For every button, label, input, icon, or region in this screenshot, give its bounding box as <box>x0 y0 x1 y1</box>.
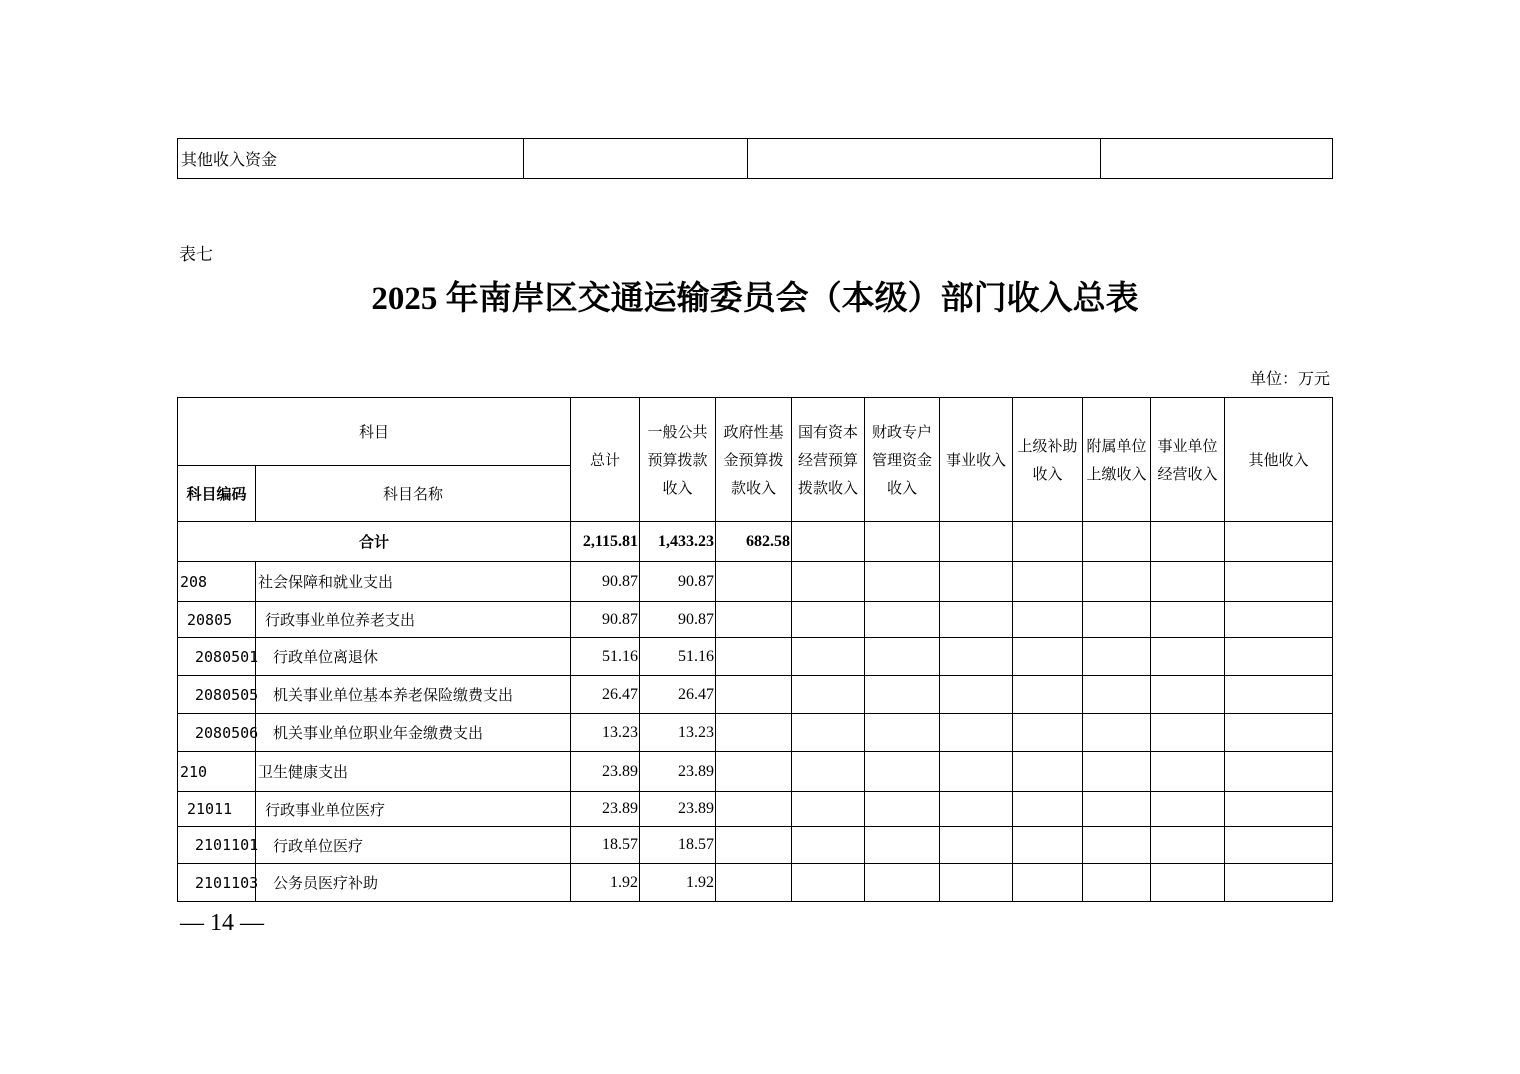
empty-cell <box>1101 139 1333 179</box>
total-value: 18.57 <box>571 827 640 864</box>
subject-name: 行政事业单位养老支出 <box>256 602 571 638</box>
header-total: 总计 <box>571 398 640 522</box>
total-value: 90.87 <box>571 602 640 638</box>
header-row <box>178 398 1333 466</box>
subject-name: 行政单位医疗 <box>256 827 571 864</box>
empty-cell <box>1151 827 1225 864</box>
header-subject-name: 科目名称 <box>256 466 571 522</box>
general-public-budget-value: 23.89 <box>640 792 716 827</box>
subject-name: 机关事业单位职业年金缴费支出 <box>256 714 571 752</box>
empty-cell <box>716 676 792 714</box>
empty-cell <box>1225 602 1333 638</box>
empty-cell <box>524 139 748 179</box>
header-affiliated-unit-remit: 附属单位 上缴收入 <box>1083 398 1151 522</box>
empty-cell <box>716 864 792 902</box>
table-number-label: 表七 <box>179 245 213 265</box>
empty-cell <box>1225 638 1333 676</box>
empty-cell <box>748 139 1101 179</box>
empty-cell <box>940 792 1013 827</box>
subject-code: 208 <box>178 562 256 602</box>
empty-cell <box>1083 522 1151 562</box>
empty-cell <box>716 638 792 676</box>
unit-label: 单位：万元 <box>1249 369 1330 388</box>
general-public-budget-value: 90.87 <box>640 602 716 638</box>
subject-name: 行政事业单位医疗 <box>256 792 571 827</box>
empty-cell <box>1225 522 1333 562</box>
empty-cell <box>940 714 1013 752</box>
header-gov-fund-budget: 政府性基 金预算拨 款收入 <box>716 398 792 522</box>
empty-cell <box>1083 714 1151 752</box>
empty-cell <box>792 522 865 562</box>
header-state-capital-budget: 国有资本 经营预算 拨款收入 <box>792 398 865 522</box>
header-subject: 科目 <box>178 398 571 466</box>
general-public-budget-value: 13.23 <box>640 714 716 752</box>
empty-cell <box>792 752 865 792</box>
empty-cell <box>1083 752 1151 792</box>
page-number: — 14 — <box>180 910 264 936</box>
empty-cell <box>1225 562 1333 602</box>
empty-cell <box>1013 562 1083 602</box>
table-row <box>178 139 1333 179</box>
empty-cell <box>1083 864 1151 902</box>
general-public-budget-value: 23.89 <box>640 752 716 792</box>
empty-cell <box>865 638 940 676</box>
table-row <box>178 864 1333 902</box>
header-fiscal-special-fund: 财政专户 管理资金 收入 <box>865 398 940 522</box>
empty-cell <box>865 522 940 562</box>
empty-cell <box>1013 602 1083 638</box>
empty-cell <box>1083 792 1151 827</box>
empty-cell <box>940 638 1013 676</box>
empty-cell <box>940 602 1013 638</box>
empty-cell <box>792 714 865 752</box>
empty-cell <box>1013 792 1083 827</box>
total-value: 23.89 <box>571 792 640 827</box>
subject-code: 2080501 <box>178 638 256 676</box>
total-value: 90.87 <box>571 562 640 602</box>
empty-cell <box>1083 562 1151 602</box>
subject-name: 社会保障和就业支出 <box>256 562 571 602</box>
empty-cell <box>792 562 865 602</box>
empty-cell <box>1013 714 1083 752</box>
total-value: 2,115.81 <box>571 522 640 562</box>
table-row <box>178 638 1333 676</box>
empty-cell <box>1013 522 1083 562</box>
empty-cell <box>716 827 792 864</box>
empty-cell <box>865 827 940 864</box>
empty-cell <box>1225 827 1333 864</box>
empty-cell <box>792 638 865 676</box>
table-row <box>178 562 1333 602</box>
header-other-income: 其他收入 <box>1225 398 1333 522</box>
general-public-budget-value: 26.47 <box>640 676 716 714</box>
empty-cell <box>1013 752 1083 792</box>
empty-cell <box>940 522 1013 562</box>
table-row <box>178 827 1333 864</box>
total-value: 26.47 <box>571 676 640 714</box>
empty-cell <box>865 602 940 638</box>
document-title: 2025 年南岸区交通运输委员会（本级）部门收入总表 <box>371 281 1139 317</box>
empty-cell <box>1225 714 1333 752</box>
general-public-budget-value: 90.87 <box>640 562 716 602</box>
empty-cell <box>792 792 865 827</box>
empty-cell <box>1151 714 1225 752</box>
empty-cell <box>716 562 792 602</box>
subject-code: 210 <box>178 752 256 792</box>
table-row <box>178 676 1333 714</box>
subject-code: 20805 <box>178 602 256 638</box>
row-label: 其他收入资金 <box>178 139 524 179</box>
empty-cell <box>1151 562 1225 602</box>
empty-cell <box>792 827 865 864</box>
table-body <box>178 562 1333 902</box>
empty-cell <box>1151 864 1225 902</box>
empty-cell <box>1225 752 1333 792</box>
total-gov-fund-budget: 682.58 <box>716 522 792 562</box>
empty-cell <box>940 752 1013 792</box>
income-summary-table <box>177 397 1333 902</box>
table-row <box>178 602 1333 638</box>
header-business-unit-operating: 事业单位 经营收入 <box>1151 398 1225 522</box>
general-public-budget-value: 1.92 <box>640 864 716 902</box>
subject-name: 机关事业单位基本养老保险缴费支出 <box>256 676 571 714</box>
empty-cell <box>865 562 940 602</box>
subject-code: 2080506 <box>178 714 256 752</box>
empty-cell <box>1013 827 1083 864</box>
empty-cell <box>1083 602 1151 638</box>
empty-cell <box>716 714 792 752</box>
subject-code: 2101101 <box>178 827 256 864</box>
empty-cell <box>1013 864 1083 902</box>
empty-cell <box>1151 676 1225 714</box>
empty-cell <box>1083 827 1151 864</box>
empty-cell <box>865 714 940 752</box>
subject-code: 2101103 <box>178 864 256 902</box>
empty-cell <box>1083 676 1151 714</box>
table-row <box>178 752 1333 792</box>
empty-cell <box>1225 792 1333 827</box>
empty-cell <box>792 676 865 714</box>
empty-cell <box>940 827 1013 864</box>
empty-cell <box>1151 522 1225 562</box>
subject-name: 卫生健康支出 <box>256 752 571 792</box>
empty-cell <box>716 792 792 827</box>
empty-cell <box>865 676 940 714</box>
header-subject-code: 科目编码 <box>178 466 256 522</box>
empty-cell <box>865 752 940 792</box>
subject-name: 公务员医疗补助 <box>256 864 571 902</box>
empty-cell <box>940 562 1013 602</box>
total-value: 13.23 <box>571 714 640 752</box>
total-general-public-budget: 1,433.23 <box>640 522 716 562</box>
empty-cell <box>940 864 1013 902</box>
table-row <box>178 792 1333 827</box>
empty-cell <box>1013 638 1083 676</box>
empty-cell <box>792 864 865 902</box>
empty-cell <box>792 602 865 638</box>
empty-cell <box>1225 864 1333 902</box>
empty-cell <box>1151 792 1225 827</box>
subject-name: 行政单位离退休 <box>256 638 571 676</box>
total-value: 51.16 <box>571 638 640 676</box>
total-value: 1.92 <box>571 864 640 902</box>
total-row <box>178 522 1333 562</box>
general-public-budget-value: 18.57 <box>640 827 716 864</box>
empty-cell <box>1083 638 1151 676</box>
empty-cell <box>1151 638 1225 676</box>
empty-cell <box>1225 676 1333 714</box>
continued-table <box>177 138 1333 179</box>
subject-code: 2080505 <box>178 676 256 714</box>
empty-cell <box>1151 602 1225 638</box>
header-business-income: 事业收入 <box>940 398 1013 522</box>
empty-cell <box>1013 676 1083 714</box>
empty-cell <box>1151 752 1225 792</box>
empty-cell <box>716 752 792 792</box>
empty-cell <box>940 676 1013 714</box>
subject-code: 21011 <box>178 792 256 827</box>
header-general-public-budget: 一般公共 预算拨款 收入 <box>640 398 716 522</box>
empty-cell <box>865 864 940 902</box>
total-label: 合计 <box>178 522 571 562</box>
total-value: 23.89 <box>571 752 640 792</box>
empty-cell <box>865 792 940 827</box>
empty-cell <box>716 602 792 638</box>
general-public-budget-value: 51.16 <box>640 638 716 676</box>
table-row <box>178 714 1333 752</box>
header-superior-subsidy: 上级补助 收入 <box>1013 398 1083 522</box>
